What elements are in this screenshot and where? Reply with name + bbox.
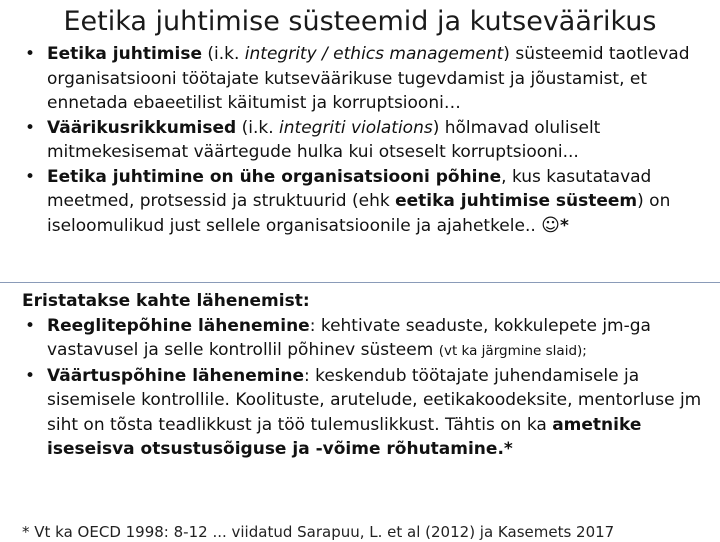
bullet-ethics-management: [22, 42, 712, 116]
text-segment: ) hõlmavad oluliselt mitmekesisemat väärtegude hulka kui otseselt korruptsiooni...: [47, 117, 601, 162]
text-segment: : keskendub töötajate juhendamisele ja sisemisele kontrollile. Koolituste, arutelude, eetikakoodeksite, mentorluse jm siht on tõsta teadlikkust ja töö tulemuslikkust. Tähtis on ka: [47, 365, 702, 435]
bullet-values-based: [22, 364, 712, 462]
approaches-heading: Eristatakse kahte lähenemist:: [22, 291, 310, 311]
ethics-management-section: [22, 42, 712, 238]
section-divider: [0, 282, 720, 283]
english-term: integriti violations: [279, 117, 433, 138]
text-segment: (i.k.: [236, 117, 280, 138]
bullet-dot: •: [25, 315, 36, 336]
bullet-dot: •: [25, 166, 36, 187]
text-segment: (i.k.: [201, 44, 245, 64]
approaches-section: [22, 289, 712, 462]
bullet-dot: •: [25, 365, 36, 386]
text-segment: ) süsteemid taotlevad organisatsiooni töötajate kutseväärikuse tugevdamist ja jõustamist, et ennetada ebaeetilist käitumist ja korruptsiooni…: [47, 44, 690, 113]
footnote-star: *: [559, 215, 569, 236]
term-independence: ametnike iseseisva otsustusõiguse ja -võime rõhutamine.*: [47, 414, 642, 459]
smiley-icon: ☺: [541, 214, 560, 236]
slide-title: Eetika juhtimise süsteemid ja kutseväärikus: [63, 6, 657, 37]
see-next-slide-note: (vt ka järgmine slaid);: [438, 343, 587, 359]
term-values-based: Väärtuspõhine lähenemine: [47, 365, 304, 386]
term-integrity-violations: Väärikusrikkumised: [47, 117, 237, 138]
bullet-dot: •: [25, 44, 36, 64]
term-rules-based: Reeglitepõhine lähenemine: [47, 315, 310, 336]
term-ethics-system: eetika juhtimise süsteem: [395, 191, 638, 211]
bullet-organisation-based: [22, 165, 712, 239]
text-segment: , kus kasutatavad meetmed, protsessid ja struktuurid (ehk: [47, 166, 652, 211]
bullet-rules-based: [22, 314, 712, 364]
approaches-bullet-list: [22, 314, 712, 462]
term-ethics-management: Eetika juhtimise: [47, 44, 202, 64]
bullet-integrity-violations: [22, 116, 712, 165]
english-term: integrity / ethics management: [244, 44, 504, 64]
bullet-dot: •: [25, 117, 36, 138]
ethics-bullet-list: [22, 42, 712, 238]
term-organisation-based: Eetika juhtimine on ühe organisatsiooni põhine: [47, 166, 502, 187]
text-segment: ) on iseloomulikud just sellele organisatsioonile ja ajahetkele..: [47, 191, 671, 236]
footnote: * Vt ka OECD 1998: 8-12 ... viidatud Sarapuu, L. et al (2012) ja Kasemets 2017: [22, 523, 615, 541]
text-segment: : kehtivate seaduste, kokkulepete jm-ga vastavusel ja selle kontrollil põhinev süsteem: [47, 315, 651, 360]
